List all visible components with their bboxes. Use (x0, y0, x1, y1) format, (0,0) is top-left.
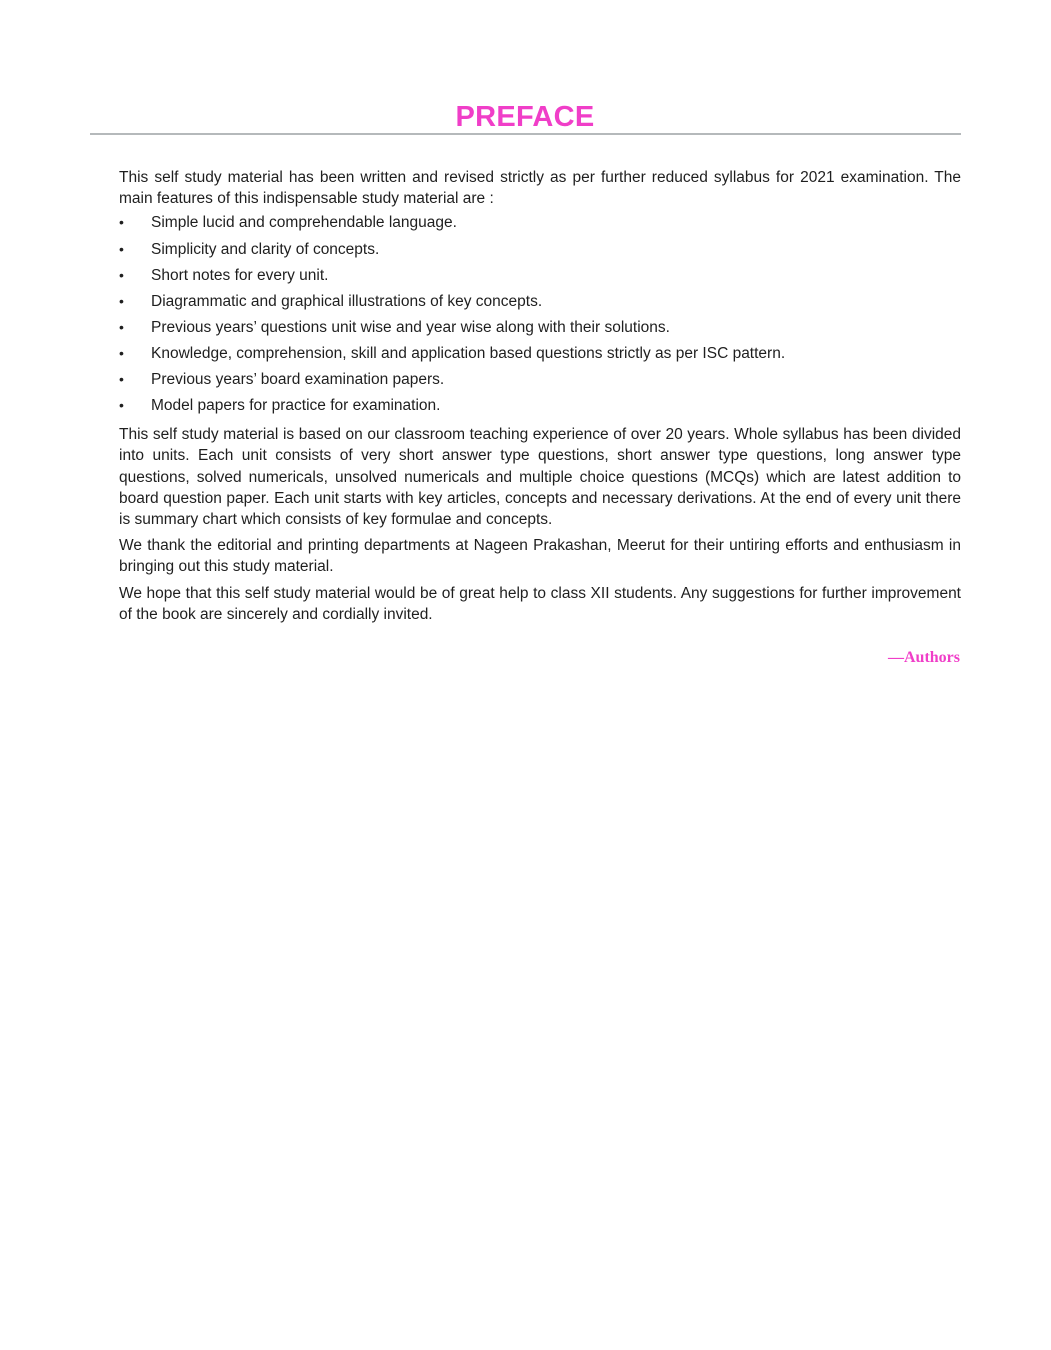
bullet-icon: • (119, 397, 124, 414)
bullet-icon: • (119, 266, 124, 283)
feature-text: Simple lucid and comprehendable language. (151, 214, 457, 232)
body-paragraph-approach: This self study material is based on our classroom teaching experience of over 20 years. Whole syllabus has been divided into units. Each unit consists of very short answer type questions, short answer type questions, long answer type questions, solved numericals, unsolved numericals and multiple choice questions (MCQs) which are latest addition to board question paper. Each unit starts with key articles, concepts and necessary derivations. At the end of every unit there is summary chart which consists of key formulae and concepts. (119, 426, 961, 528)
features-list (119, 212, 961, 421)
feature-text: Simplicity and clarity of concepts. (151, 240, 380, 258)
body-paragraph-hope: We hope that this self study material would be of great help to class XII students. Any suggestions for further improvement of the book are sincerely and cordially invited. (119, 584, 961, 623)
bullet-icon: • (119, 318, 124, 335)
feature-text: Previous years’ board examination papers. (151, 370, 445, 388)
bullet-icon: • (119, 214, 124, 231)
list-item (119, 343, 961, 369)
feature-text: Diagrammatic and graphical illustrations of key concepts. (151, 292, 543, 310)
list-item (119, 369, 961, 395)
bullet-icon: • (119, 344, 124, 361)
list-item (119, 212, 961, 238)
body-paragraph-thanks: We thank the editorial and printing departments at Nageen Prakashan, Meerut for their untiring efforts and enthusiasm in bringing out this study material. (119, 537, 961, 576)
intro-paragraph: This self study material has been written and revised strictly as per further reduced syllabus for 2021 examination. The main features of this indispensable study material are : (119, 169, 961, 208)
preface-body (119, 167, 961, 625)
feature-text: Knowledge, comprehension, skill and application based questions strictly as per ISC pattern. (151, 344, 786, 362)
bullet-icon: • (119, 370, 124, 387)
list-item (119, 395, 961, 421)
feature-text: Short notes for every unit. (151, 266, 329, 284)
feature-text: Previous years’ questions unit wise and year wise along with their solutions. (151, 318, 670, 336)
list-item (119, 239, 961, 265)
page-title: PREFACE (455, 101, 595, 133)
list-item (119, 291, 961, 317)
feature-text: Model papers for practice for examination. (151, 397, 441, 415)
bullet-icon: • (119, 240, 124, 257)
list-item (119, 265, 961, 291)
signature: —Authors (887, 649, 960, 666)
bullet-icon: • (119, 292, 124, 309)
title-divider (90, 133, 961, 135)
list-item (119, 317, 961, 343)
